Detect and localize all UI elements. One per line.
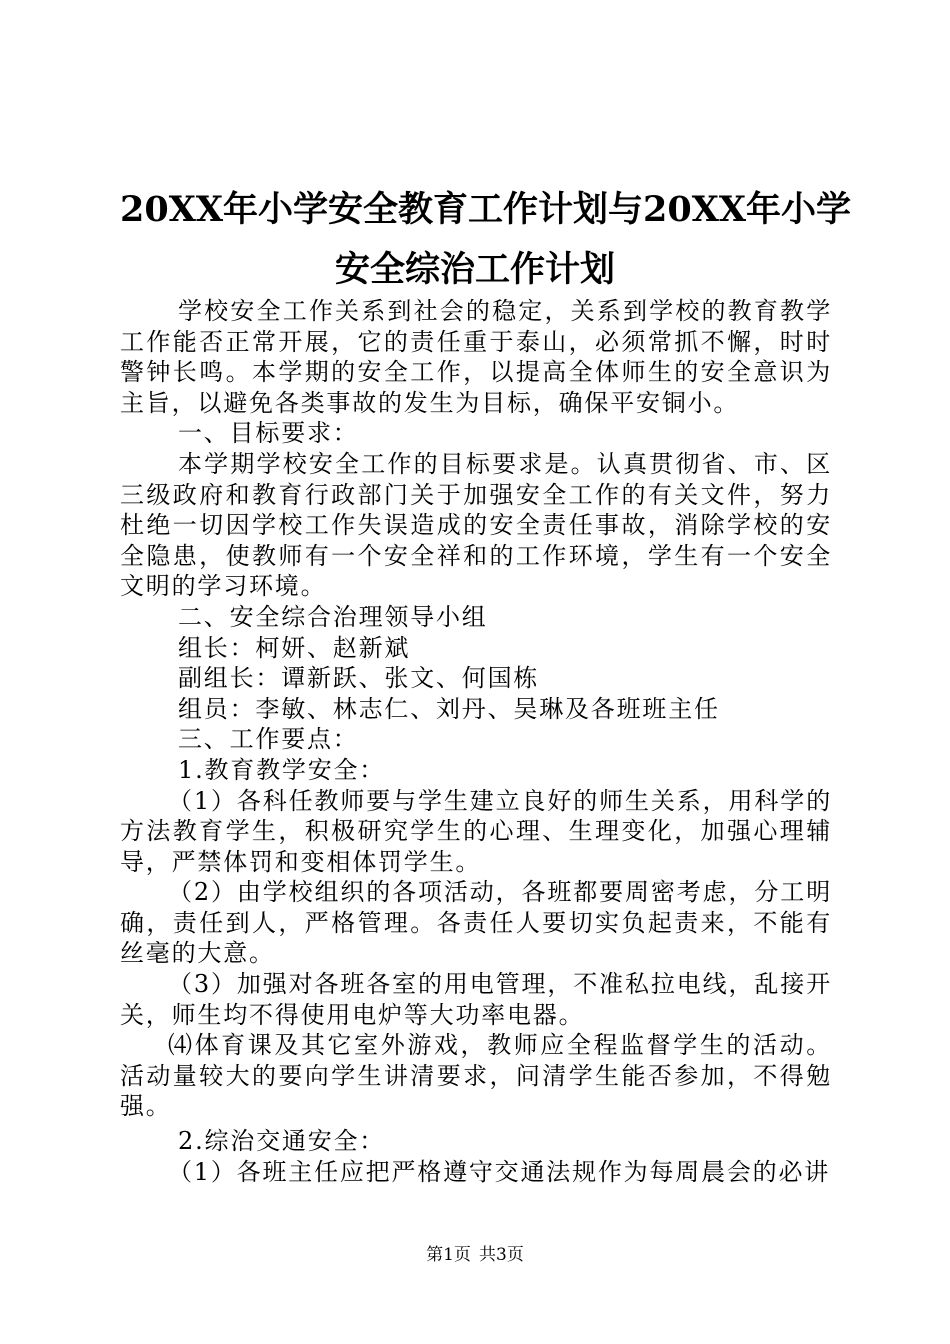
paragraph-item-3: （3）加强对各班各室的用电管理，不准私拉电线，乱接开关，师生均不得使用电炉等大功率电器。 — [120, 970, 832, 1029]
page-footer — [0, 1244, 950, 1266]
paragraph-item-4: ⑷体育课及其它室外游戏，教师应全程监督学生的活动。活动量较大的要向学生讲清要求，问清学生能否参加，不得勉强。 — [120, 1031, 832, 1121]
title-line-2: 安全综治工作计划 — [334, 249, 615, 290]
page-number: 第1页 — [426, 1245, 471, 1265]
paragraph-deputy-leader: 副组长：谭新跃、张文、何国栋 — [178, 664, 540, 693]
paragraph-group-leader: 组长：柯妍、赵新斌 — [178, 633, 411, 662]
paragraph-members: 组员：李敏、林志仁、刘丹、吴琳及各班班主任 — [178, 694, 720, 723]
paragraph-intro: 学校安全工作关系到社会的稳定，关系到学校的教育教学工作能否正常开展，它的责任重于泰山，必须常抓不懈，时时警钟长鸣。本学期的安全工作，以提高全体师生的安全意识为主旨，以避免各类事故的发生为目标，确保平安铜小。 — [120, 297, 832, 417]
paragraph-traffic-item-1: （1）各班主任应把严格遵守交通法规作为每周晨会的必讲 — [168, 1157, 831, 1186]
heading-leadership-group: 二、安全综合治理领导小组 — [178, 602, 488, 631]
paragraph-goals: 本学期学校安全工作的目标要求是。认真贯彻省、市、区三级政府和教育行政部门关于加强安全工作的有关文件，努力杜绝一切因学校工作失误造成的安全责任事故，消除学校的安全隐患，使教师有一个安全祥和的工作环境，学生有一个安全文明的学习环境。 — [120, 449, 832, 601]
page-total: 共3页 — [479, 1245, 524, 1265]
paragraph-item-2: （2）由学校组织的各项活动，各班都要周密考虑，分工明确，责任到人，严格管理。各责任人要切实负起责来，不能有丝毫的大意。 — [120, 878, 832, 968]
subheading-teaching-safety: 1.教育教学安全： — [178, 755, 386, 784]
heading-goals: 一、目标要求： — [178, 419, 359, 448]
subheading-traffic-safety: 2.综治交通安全： — [178, 1127, 386, 1156]
heading-work-points: 三、工作要点： — [178, 725, 359, 754]
title-line-1: 20XX年小学安全教育工作计划与20XX年小学 — [120, 189, 852, 230]
document-title — [120, 180, 852, 300]
paragraph-item-1: （1）各科任教师要与学生建立良好的师生关系，用科学的方法教育学生，积极研究学生的心理、生理变化，加强心理辅导，严禁体罚和变相体罚学生。 — [120, 786, 832, 876]
document-body — [120, 296, 832, 1187]
